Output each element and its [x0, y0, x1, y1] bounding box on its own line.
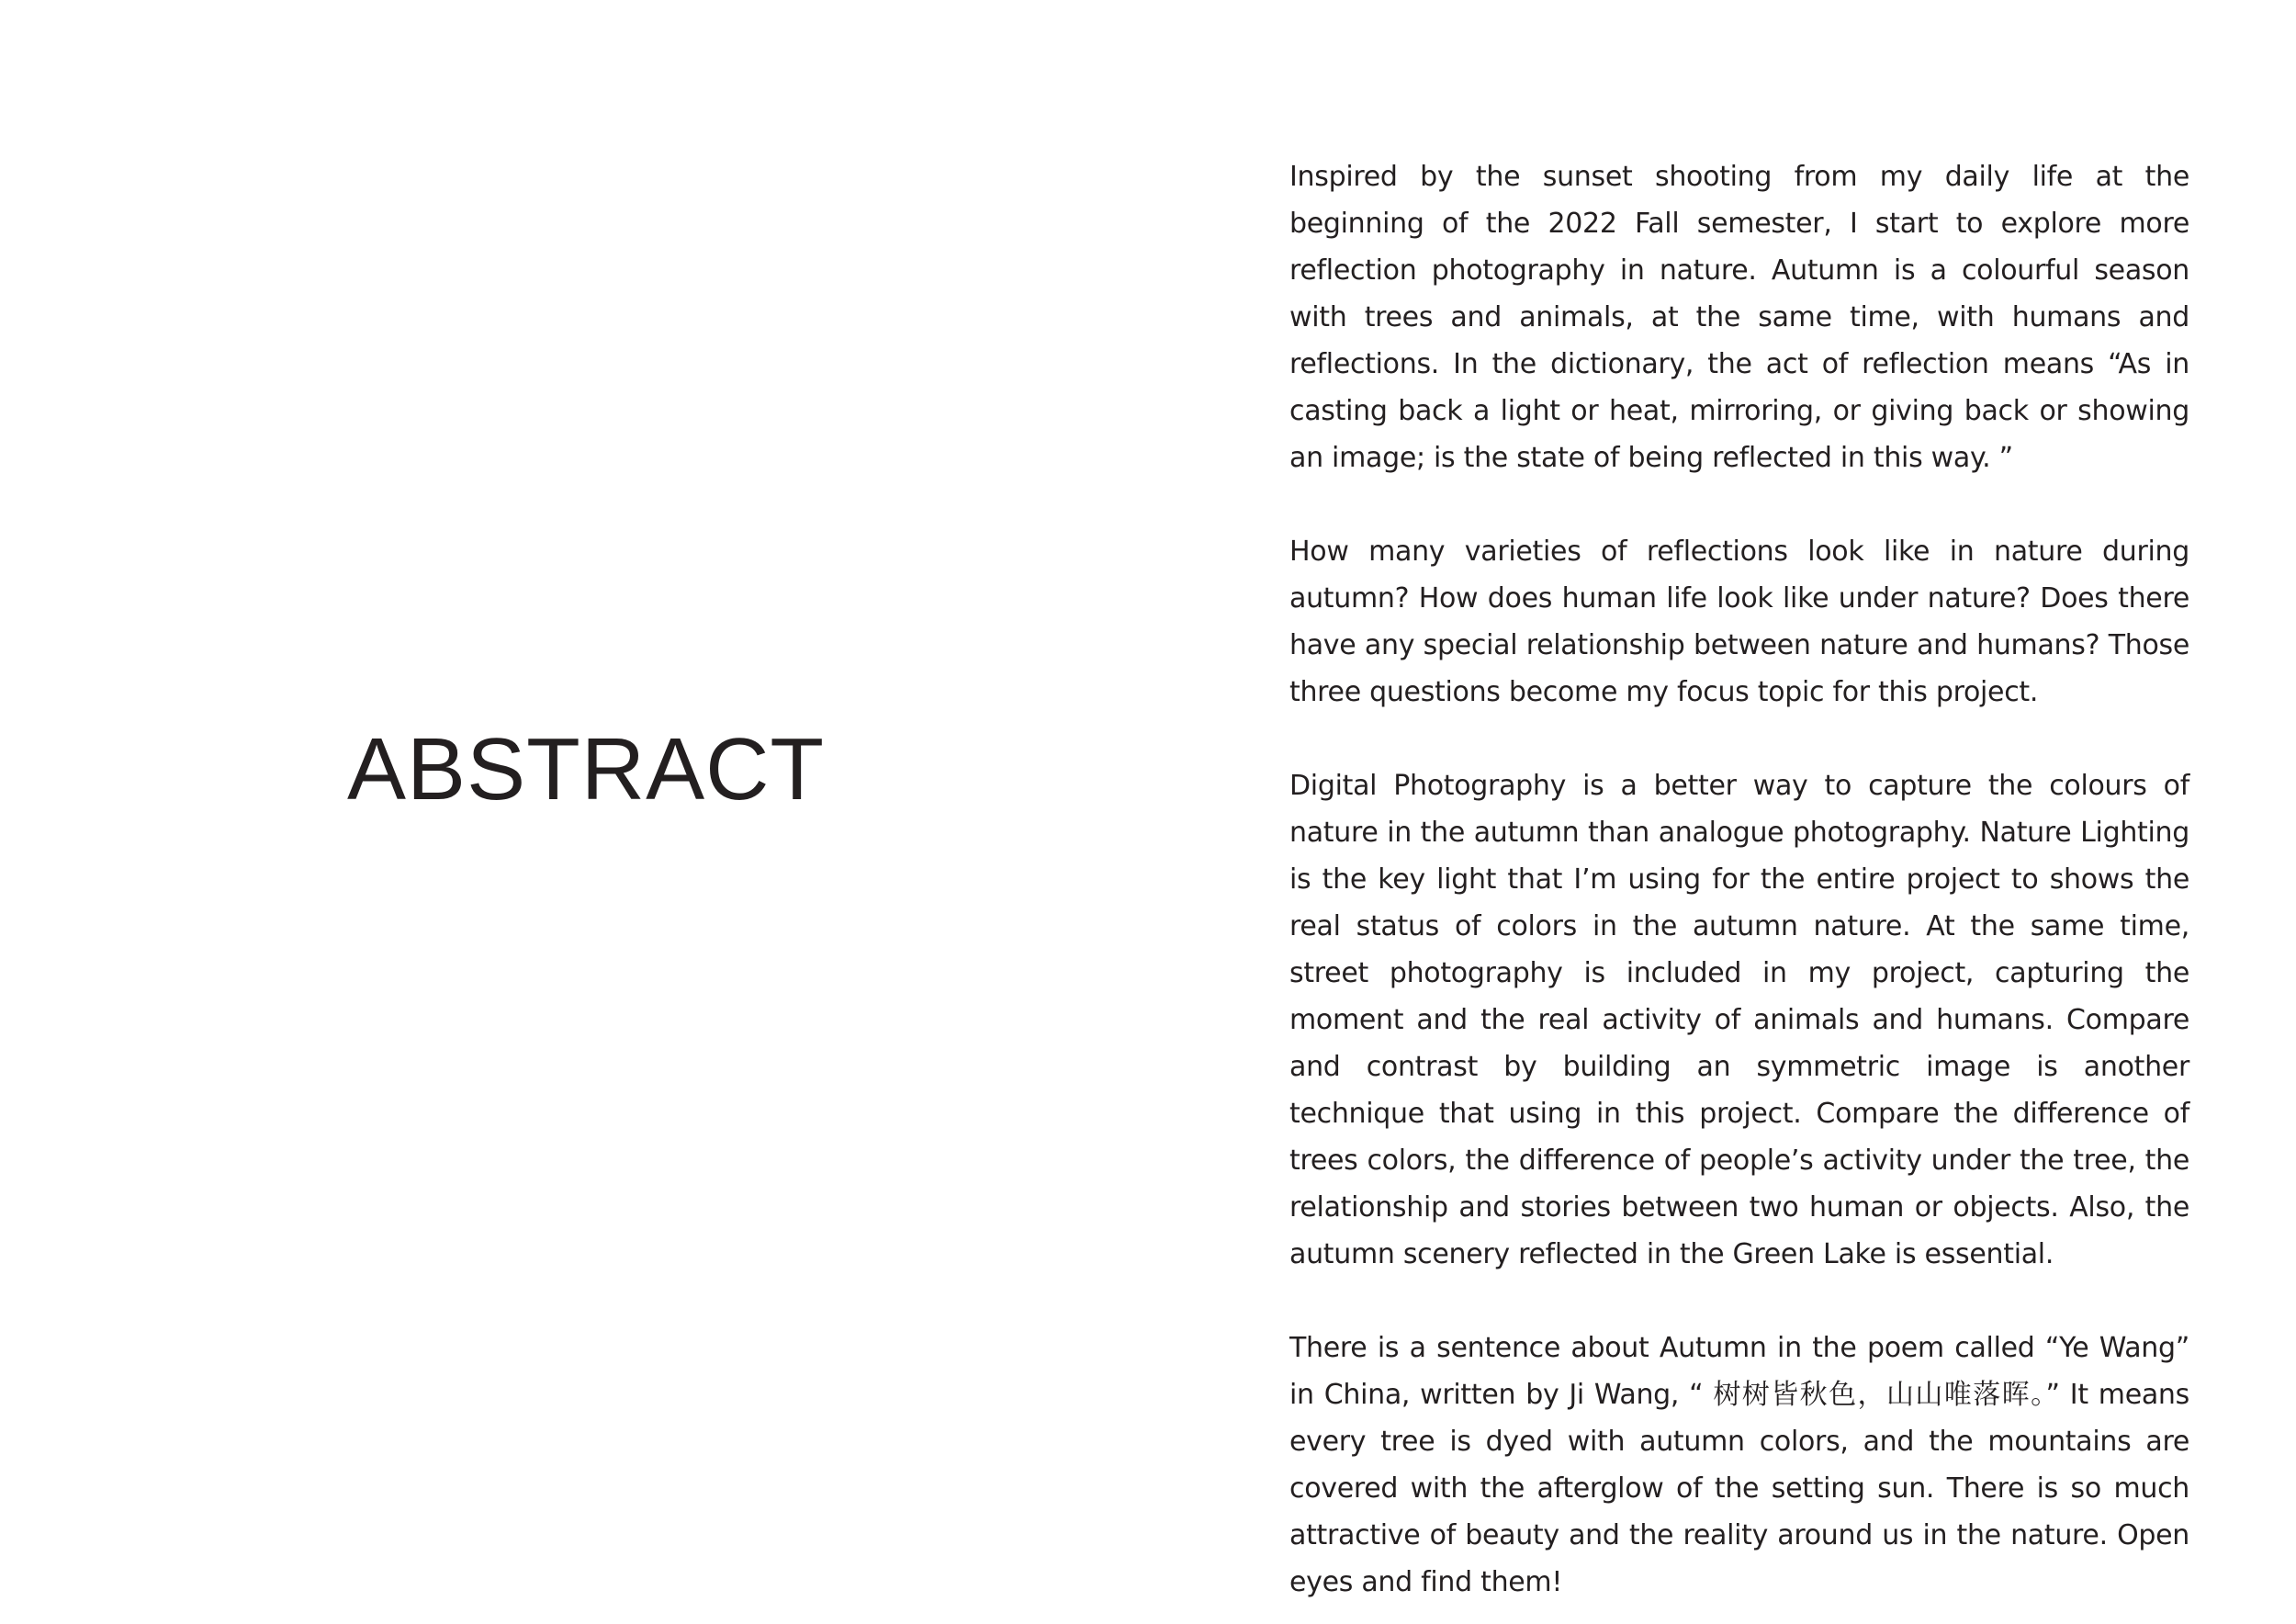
paragraph-questions: How many varieties of reflections look like in nature during autumn? How does human life look like under nature? Does there have any special relationship between nature and humans? Those three questions become my focus topic for this project. — [1289, 536, 2189, 708]
paragraph-poem — [1289, 1325, 2189, 1606]
abstract-body — [1289, 153, 2189, 1606]
poem-chinese-quote: 树树皆秋色，山山唯落晖。” — [1713, 1379, 2060, 1411]
poem-intro-text: There is a sentence about Autumn in the poem called “Ye Wang” in China, written by Ji Wang, “ — [1289, 1332, 2189, 1411]
poem-translation-text: It means every tree is dyed with autumn colors, and the mountains are covered with the afterglow of the setting sun. There is so much attractive of beauty and the reality around us in the nature. Open eyes and find them! — [1289, 1379, 2189, 1598]
page-title: ABSTRACT — [347, 720, 826, 818]
paragraph-inspiration: Inspired by the sunset shooting from my daily life at the beginning of the 2022 Fall semester, I start to explore more reflection photography in nature. Autumn is a colourful season with trees and animals, at the same time, with humans and reflections. In the dictionary, the act of reflection means “As in casting back a light or heat, mirroring, or giving back or showing an image; is the state of being reflected in this way. ” — [1289, 161, 2189, 474]
paragraph-technique: Digital Photography is a better way to capture the colours of nature in the autumn than analogue photography. Nature Lighting is the key light that I’m using for the entire project to shows the real status of colors in the autumn nature. At the same time, street photography is included in my project, capturing the moment and the real activity of animals and humans. Compare and contrast by building an symmetric image is another technique that using in this project. Compare the difference of trees colors, the difference of people’s activity under the tree, the relationship and stories between two human or objects. Also, the autumn scenery reflected in the Green Lake is essential. — [1289, 770, 2189, 1270]
